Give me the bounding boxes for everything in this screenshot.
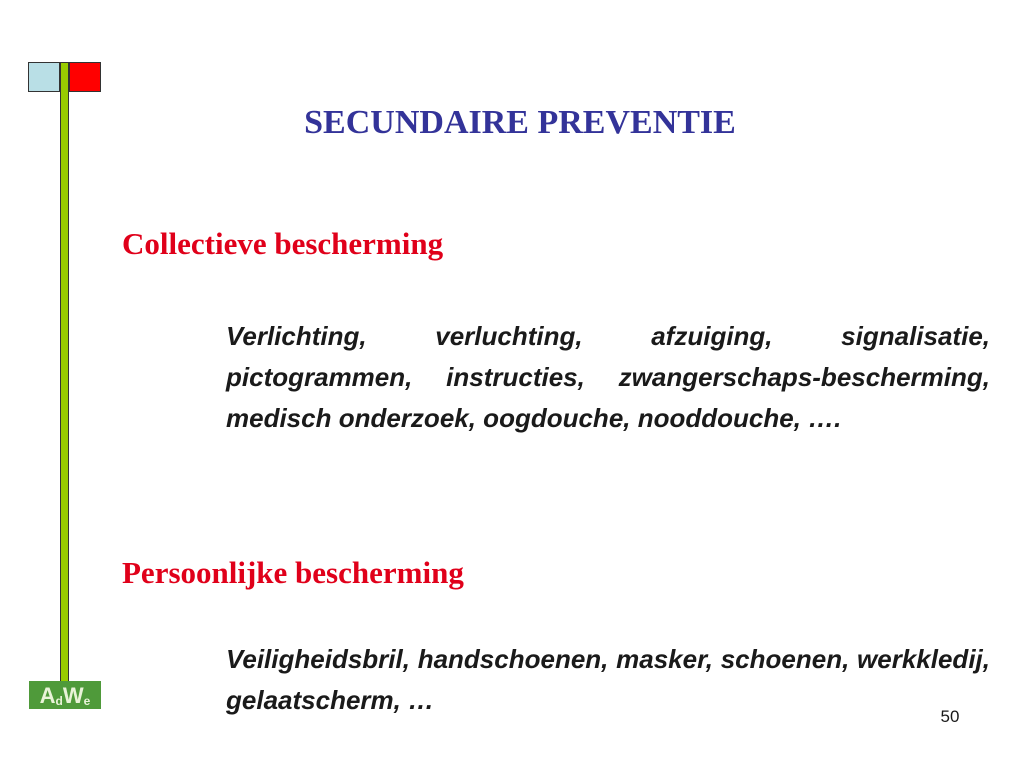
decor-vertical-bar xyxy=(60,62,69,684)
page-number: 50 xyxy=(940,707,960,726)
logo-letter-d: d xyxy=(55,694,63,708)
section-body-collective: Verlichting, verluchting, afzuiging, signalisatie, pictogrammen, instructies, zwangerschaps-bescherming, medisch onderzoek, oogdouche, nooddouche, …. xyxy=(226,321,990,433)
slide-title: SECUNDAIRE PREVENTIE xyxy=(304,104,736,141)
decor-square-blue xyxy=(28,62,60,92)
decor-square-red xyxy=(69,62,101,92)
adwe-logo xyxy=(29,681,101,709)
section-body-personal: Veiligheidsbril, handschoenen, masker, schoenen, werkkledij, gelaatscherm, … xyxy=(226,644,990,715)
section-heading-collective: Collectieve bescherming xyxy=(122,226,444,261)
logo-letter-a: A xyxy=(39,683,56,708)
section-heading-personal: Persoonlijke bescherming xyxy=(122,555,464,590)
logo-letter-w: W xyxy=(62,683,84,708)
logo-letter-e: e xyxy=(83,694,91,708)
